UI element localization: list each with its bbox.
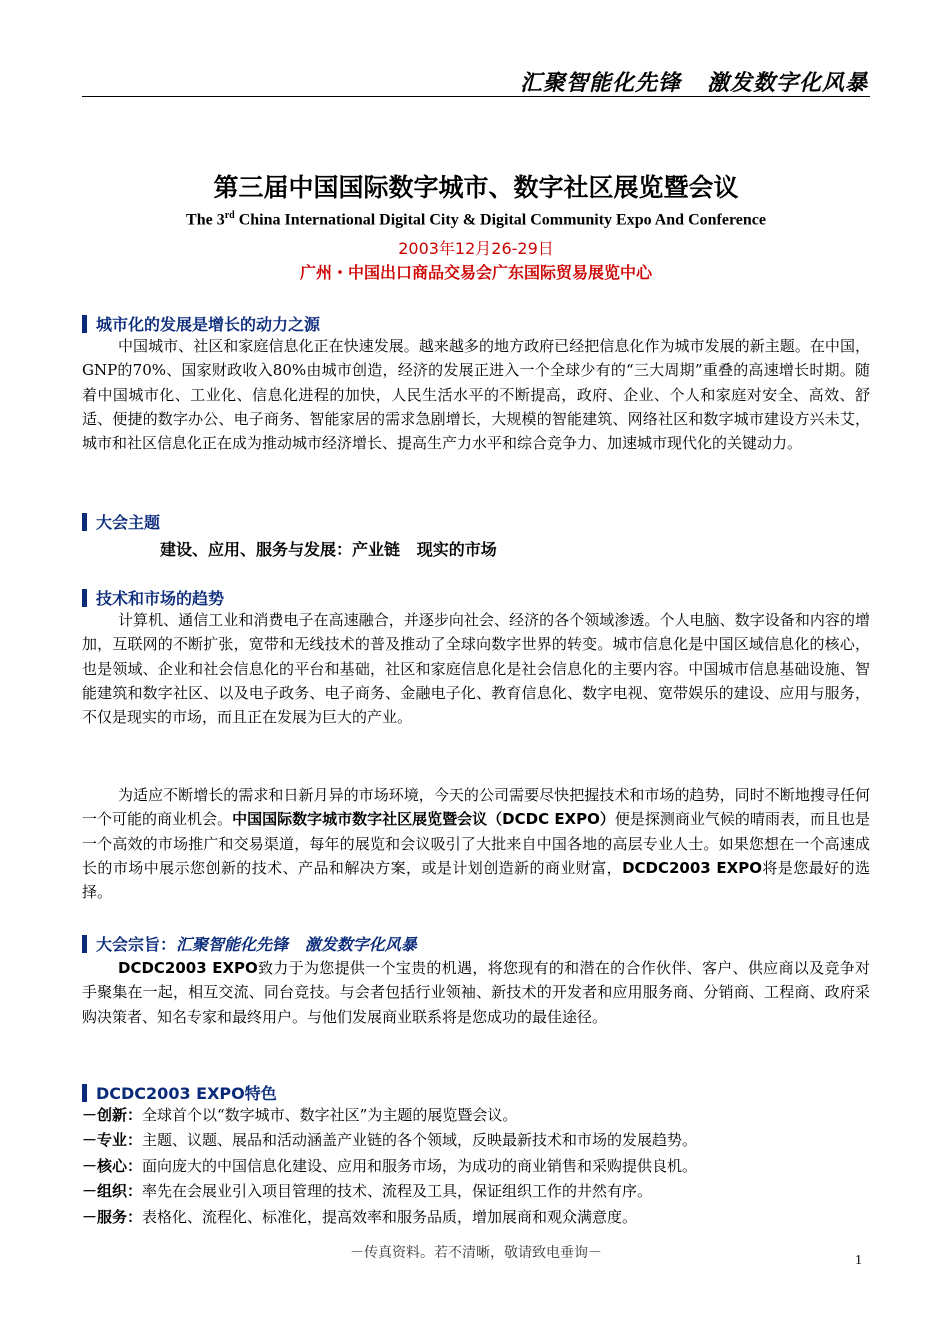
section-bar-icon [82, 1084, 87, 1102]
feature-key: －核心： [82, 1156, 143, 1175]
footer-note: －传真资料。若不清晰，敬请致电垂询－ [350, 1245, 602, 1261]
purpose-paragraph [82, 956, 870, 1029]
feature-text: 表格化、流程化、标准化，提高效率和服务品质，增加展商和观众满意度。 [142, 1207, 638, 1226]
section-heading-features [82, 1081, 277, 1104]
section-heading-trends [82, 586, 224, 609]
trends-paragraph-2-c: 将是您最好的选择。 [82, 858, 870, 902]
section-heading-purpose [82, 932, 417, 955]
purpose-heading-slogan: 汇聚智能化先锋 激发数字化风暴 [176, 935, 417, 954]
feature-key: －创新： [82, 1106, 143, 1124]
feature-text: 主题、议题、展品和活动涵盖产业链的各个领域，反映最新技术和市场的发展趋势。 [142, 1131, 698, 1150]
title-en-suffix: China International Digital City & Digital Community Expo And Conference [234, 211, 766, 229]
section-bar-icon [82, 315, 87, 333]
section-bar-icon [82, 589, 87, 607]
section-heading-text: 技术和市场的趋势 [96, 589, 225, 608]
feature-text: 面向庞大的中国信息化建设、应用和服务市场，为成功的商业销售和采购提供良机。 [142, 1156, 698, 1175]
theme-text: 建设、应用、服务与发展：产业链 现实的市场 [160, 540, 497, 559]
trends-paragraph-1: 计算机、通信工业和消费电子在高速融合，并逐步向社会、经济的各个领域渗透。个人电脑、数字设备和内容的增加，互联网的不断扩张，宽带和无线技术的普及推动了全球向数字世界的转变。城市信息化是中国区域信息化的核心，也是领域、企业和社会信息化的平台和基础，社区和家庭信息化是社会信息化的主要内容。中国城市信息基础设施、智能建筑和数字社区、以及电子政务、电子商务、金融电子化、教育信息化、数字电视、宽带娱乐的建设、应用与服务，不仅是现实的市场，而且正在发展为巨大的产业。 [82, 611, 870, 727]
section-heading-text: 大会主题 [96, 513, 161, 532]
section-heading-urbanization [82, 312, 320, 335]
event-venue: 广州・中国出口商品交易会广东国际贸易展览中心 [299, 263, 652, 282]
expo-short-name-bold: DCDC2003 EXPO [622, 858, 762, 877]
event-date: 2003年12月26-29日 [398, 239, 554, 258]
section-heading-theme [82, 510, 160, 533]
feature-item [82, 1205, 870, 1230]
expo-name-bold: 中国国际数字城市数字社区展览暨会议（DCDC EXPO） [232, 810, 615, 829]
section-bar-icon [82, 513, 87, 531]
section-bar-icon [82, 935, 87, 953]
feature-text: 全球首个以“数字城市、数字社区”为主题的展览暨会议。 [142, 1106, 518, 1124]
urbanization-paragraph: 中国城市、社区和家庭信息化正在快速发展。越来越多的地方政府已经把信息化作为城市发展的新主题。在中国，GNP的70%、国家财政收入80%由城市创造，经济的发展正进入一个全球少有的“三大周期”重叠的高速增长时期。随着中国城市化、工业化、信息化进程的加快，人民生活水平的不断提高，政府、企业、个人和家庭对安全、高效、舒适、便捷的数字办公、电子商务、智能家居的需求急剧增长，大规模的智能建筑、网络社区和数字城市建设方兴未艾，城市和社区信息化正在成为推动城市经济增长、提高生产力水平和综合竞争力、加速城市现代化的关键动力。 [82, 337, 870, 453]
title-en-superscript: rd [224, 210, 235, 221]
feature-item [82, 1154, 870, 1179]
feature-item [82, 1103, 870, 1128]
section-heading-text: DCDC2003 EXPO特色 [96, 1084, 277, 1103]
page-title-english [82, 210, 870, 229]
feature-item [82, 1179, 870, 1204]
feature-item [82, 1128, 870, 1153]
features-list [82, 1103, 870, 1230]
feature-key: －服务： [82, 1207, 143, 1226]
trends-paragraph-2-a: 为适应不断增长的需求和日新月异的市场环境，今天的公司需要尽快把握技术和市场的趋势，同时不断地搜寻任何一个可能的商业机会。 [82, 786, 870, 829]
title-en-prefix: The 3 [186, 211, 225, 229]
feature-key: －专业： [82, 1131, 143, 1150]
purpose-paragraph-text: 致力于为您提供一个宝贵的机遇，将您现有的和潜在的合作伙伴、客户、供应商以及竞争对手聚集在一起，相互交流、同台竞技。与会者包括行业领袖、新技术的开发者和应用服务商、分销商、工程商、政府采购决策者、知名专家和最终用户。与他们发展商业联系将是您成功的最佳途径。 [82, 959, 870, 1026]
feature-key: －组织： [82, 1182, 143, 1201]
page-number: 1 [855, 1253, 862, 1268]
trends-paragraph-2-b: 便是探测商业气候的晴雨表，而且也是一个高效的市场推广和交易渠道，每年的展览和会议吸引了大批来自中国各地的高层专业人士。如果您想在一个高速成长的市场中展示您创新的技术、产品和解决方案，或是计划创造新的商业财富， [82, 810, 870, 877]
purpose-expo-name-bold: DCDC2003 EXPO [118, 959, 258, 977]
header-rule [82, 96, 870, 97]
purpose-heading-label: 大会宗旨： [96, 935, 177, 954]
header-slogan: 汇聚智能化先锋 激发数字化风暴 [520, 71, 868, 96]
page-title: 第三届中国国际数字城市、数字社区展览暨会议 [213, 173, 739, 202]
feature-text: 率先在会展业引入项目管理的技术、流程及工具，保证组织工作的井然有序。 [142, 1182, 653, 1201]
trends-paragraph-2 [82, 783, 870, 904]
section-heading-text: 城市化的发展是增长的动力之源 [96, 315, 321, 334]
